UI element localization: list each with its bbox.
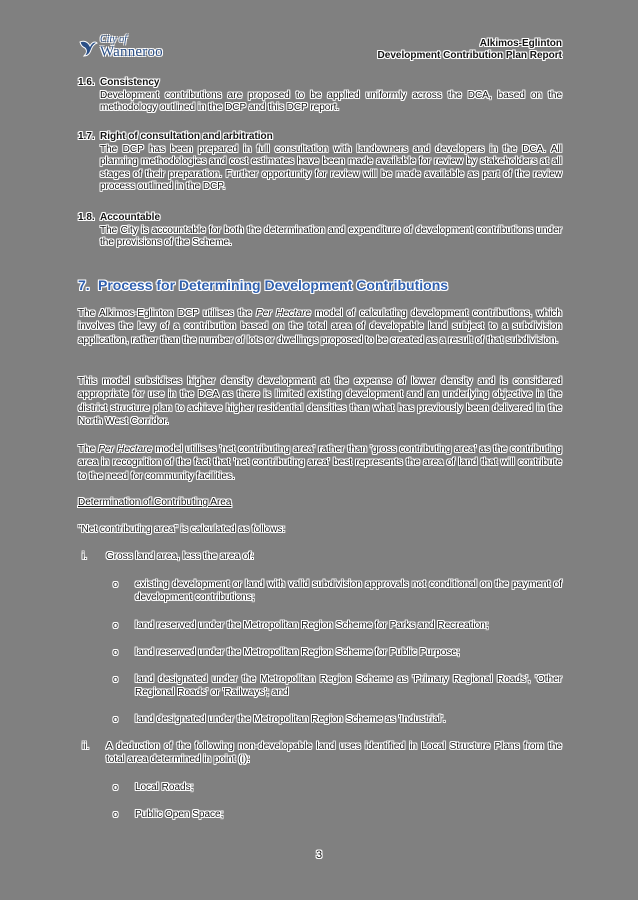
- list-item-i: [78, 550, 562, 563]
- bullet-marker-icon: o: [113, 782, 119, 792]
- section-heading: 1.6. Consistency: [78, 77, 160, 88]
- section-consistency: [78, 77, 562, 115]
- bullet-item: o land reserved under the Metropolitan Region Scheme for Parks and Recreation;: [113, 620, 489, 631]
- city-logo: [78, 34, 168, 62]
- list-item-ii: [78, 740, 562, 766]
- section-accountable: [78, 212, 562, 250]
- bullet-item: o land designated under the Metropolitan Region Scheme as 'Industrial'.: [113, 714, 446, 725]
- report-title: [378, 38, 562, 62]
- section-body: Development contributions are proposed to be applied uniformly across the DCA, based on the methodology outlined in the DCP and this DCP report.: [100, 89, 562, 113]
- section-consultation: [78, 131, 562, 194]
- paragraph-density: This model subsidises higher density development at the expense of lower density and is considered appropriate for use in the DCA as there is limited existing development and an underlying objective in the district structure plan to achieve higher residential densities than what has previously been delivered in the North West Corridor.: [78, 376, 562, 427]
- bullet-marker-icon: o: [113, 714, 119, 724]
- bullet-marker-icon: o: [113, 809, 119, 819]
- bullet-item: o Local Roads;: [113, 782, 194, 793]
- list-text: A deduction of the following non-developable land uses identified in Local Structure Plans from the total area determined in point (i):: [106, 741, 562, 765]
- section-heading: 1.8. Accountable: [78, 212, 161, 223]
- section-heading: 1.7. Right of consultation and arbitration: [78, 131, 273, 142]
- bullet-marker-icon: o: [113, 647, 119, 657]
- logo-city-text: City of: [100, 34, 127, 45]
- paragraph-per-hectare: The Alkimos-Eglinton DCP utilises the Per Hectare model of calculating development contributions, which involves the levy of a contribution based on the total area of developable land subject to a subdivision application, rather than the number of lots or dwellings proposed to be created as a result of that subdivision.: [78, 308, 562, 346]
- subheading-contributing-area: Determination of Contributing Area: [78, 497, 232, 508]
- bullet-item: o land reserved under the Metropolitan Region Scheme for Public Purpose;: [113, 647, 460, 658]
- report-title-line2: Development Contribution Plan Report: [377, 50, 562, 61]
- bullet-item: o land designated under the Metropolitan Region Scheme as 'Primary Regional Roads', 'Other Regional Roads' or 'Railways'; and: [113, 674, 562, 698]
- section-body: The DCP has been prepared in full consultation with landowners and developers in the DCA. All planning methodologies and cost estimates have been made available for review by stakeholders at all stages of their preparation. Further opportunity for review will be made available as part of the review process outlined in the DCP.: [100, 143, 562, 192]
- bullet-marker-icon: o: [113, 674, 119, 684]
- chapter-heading: 7. Process for Determining Development Contributions: [78, 277, 449, 293]
- bullet-item: o existing development or land with valid subdivision approvals not conditional on the payment of development contributions;: [113, 579, 562, 603]
- section-body: The City is accountable for both the determination and expenditure of development contributions under the provisions of the Scheme.: [100, 224, 562, 248]
- list-numeral: ii.: [82, 741, 90, 752]
- list-text: Gross land area, less the area of:: [106, 551, 254, 562]
- list-numeral: i.: [82, 551, 87, 562]
- bullet-item: o Public Open Space;: [113, 809, 224, 820]
- logo-name-text: Wanneroo: [100, 44, 163, 60]
- paragraph-net-area: The Per Hectare model utilises 'net contributing area' rather than 'gross contributing area' as the contributing area in recognition of the fact that 'net contributing area' best represents the area of land that will contribute to the need for community facilities.: [78, 444, 563, 482]
- page-header: [78, 34, 562, 66]
- bullet-marker-icon: o: [113, 579, 119, 589]
- wanneroo-emblem-icon: [78, 38, 98, 58]
- page-number: 3: [315, 849, 323, 861]
- bullet-marker-icon: o: [113, 620, 119, 630]
- report-title-line1: Alkimos-Eglinton: [479, 38, 562, 49]
- intro-text: "Net contributing area" is calculated as follows:: [78, 524, 286, 535]
